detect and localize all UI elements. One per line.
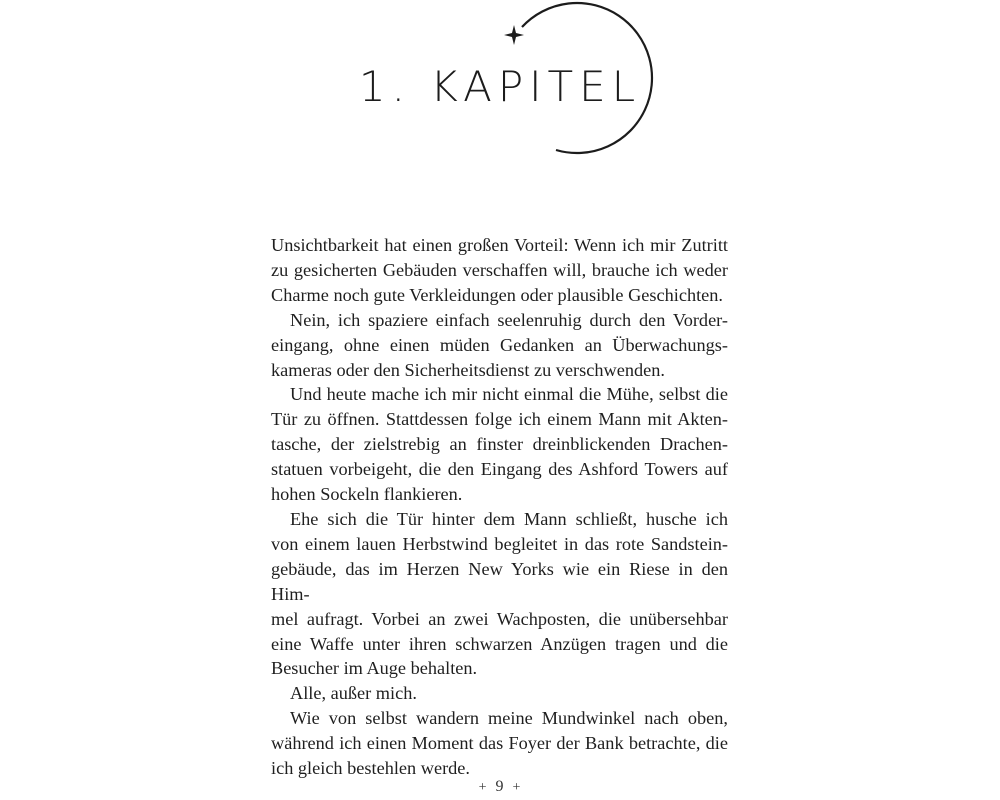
text-line: Charme noch gute Verkleidungen oder plausible Geschichten. — [271, 284, 723, 305]
sparkle-star-icon — [504, 25, 524, 45]
text-line: mel aufragt. Vorbei an zwei Wachposten, die unübersehbar — [271, 608, 728, 629]
text-line: Alle, außer mich. — [290, 683, 417, 704]
text-line: hohen Sockeln flankieren. — [271, 484, 463, 505]
text-line: Besucher im Auge behalten. — [271, 658, 478, 679]
chapter-body — [271, 233, 728, 781]
text-line: während ich einen Moment das Foyer der Bank betrachte, die — [271, 733, 728, 754]
text-line: eine Waffe unter ihren schwarzen Anzügen tragen und die — [271, 633, 728, 654]
plus-ornament-icon: + — [478, 780, 488, 795]
plus-ornament-icon: + — [512, 780, 522, 795]
text-line: kameras oder den Sicherheitsdienst zu verschwenden. — [271, 359, 665, 380]
text-line: Und heute mache ich mir nicht einmal die Mühe, selbst die — [290, 384, 728, 405]
chapter-title: 1. KAPITEL — [358, 62, 642, 111]
text-line: Nein, ich spaziere einfach seelenruhig durch den Vorder- — [290, 309, 728, 330]
text-line: Wie von selbst wandern meine Mundwinkel nach oben, — [290, 708, 728, 729]
text-line: Unsichtbarkeit hat einen großen Vorteil: Wenn ich mir Zutritt — [271, 235, 728, 255]
text-line: gebäude, das im Herzen New Yorks wie ein Riese in den Him- — [271, 558, 728, 604]
text-line: ich gleich bestehlen werde. — [271, 758, 470, 779]
text-line: zu gesicherten Gebäuden verschaffen will, brauche ich weder — [271, 259, 728, 280]
text-line: statuen vorbeigeht, die den Eingang des Ashford Towers auf — [271, 459, 728, 480]
text-line: tasche, der zielstrebig an finster dreinblickenden Drachen- — [271, 434, 728, 455]
page-number: 9 — [495, 778, 505, 795]
text-line: Ehe sich die Tür hinter dem Mann schließt, husche ich — [290, 508, 728, 529]
text-line: eingang, ohne einen müden Gedanken an Überwachungs- — [271, 334, 728, 355]
text-line: Tür zu öffnen. Stattdessen folge ich einem Mann mit Akten- — [271, 409, 728, 430]
text-line: von einem lauen Herbstwind begleitet in das rote Sandstein- — [271, 533, 728, 554]
page-footer — [400, 778, 600, 796]
